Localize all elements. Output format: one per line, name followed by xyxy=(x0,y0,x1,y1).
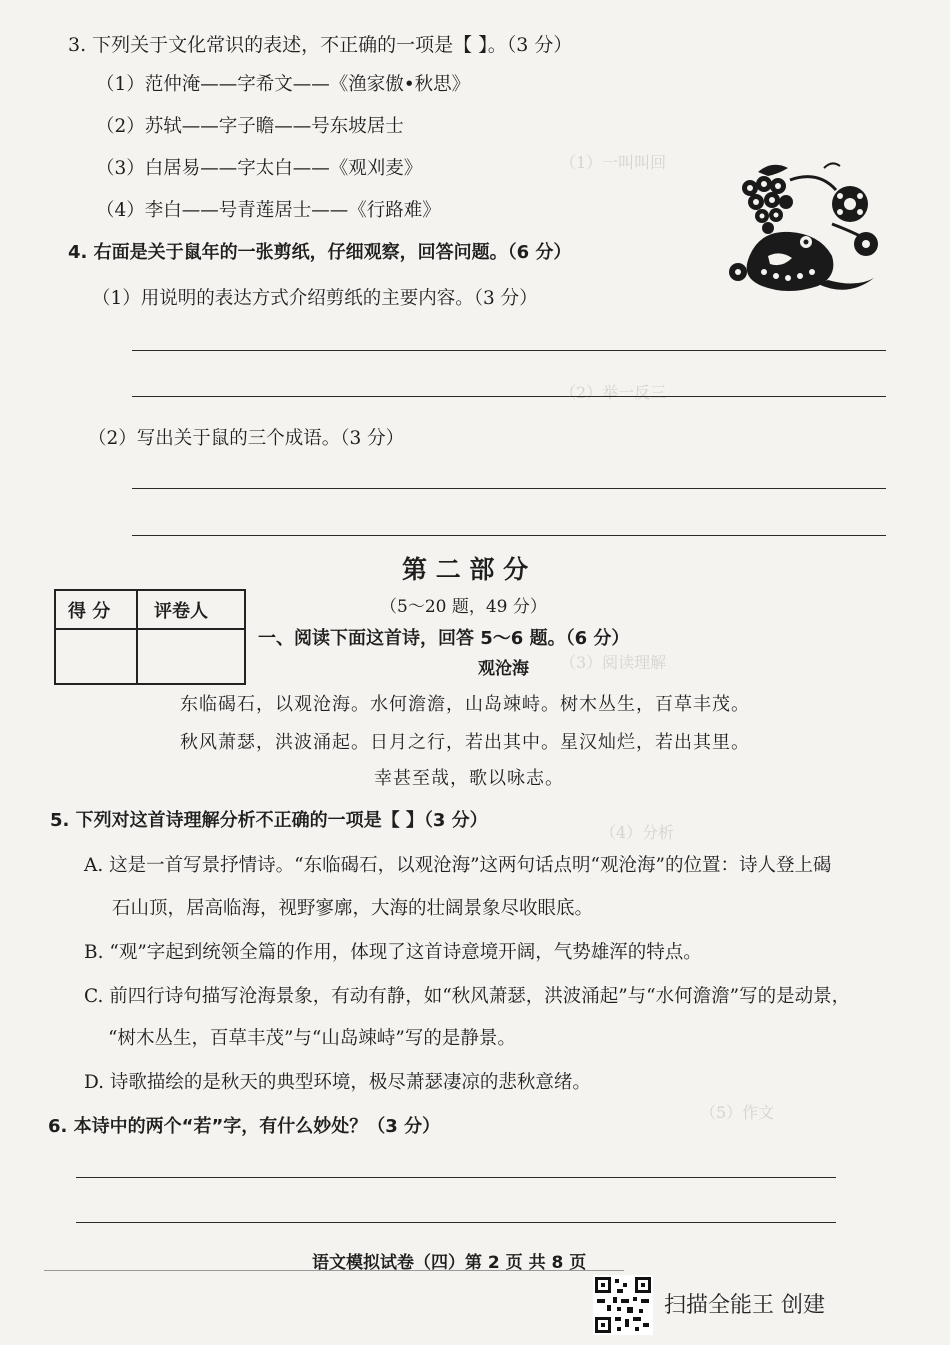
answer-line xyxy=(76,1177,836,1178)
part2-title: 第 二 部 分 xyxy=(402,555,529,584)
q5-option-a-line2: 石山顶，居高临海，视野寥廓，大海的壮阔景象尽收眼底。 xyxy=(112,898,594,919)
q4-sub1: （1）用说明的表达方式介绍剪纸的主要内容。（3 分） xyxy=(92,288,538,309)
answer-line xyxy=(132,535,886,536)
q5-option-b: B. “观”字起到统领全篇的作用，体现了这首诗意境开阔，气势雄浑的特点。 xyxy=(84,942,702,963)
answer-line xyxy=(132,396,886,397)
page-footer: 语文模拟试卷（四）第 2 页 共 8 页 xyxy=(312,1253,587,1273)
q4-stem: 4. 右面是关于鼠年的一张剪纸，仔细观察，回答问题。（6 分） xyxy=(68,242,572,263)
scanner-watermark: 扫描全能王 创建 xyxy=(664,1293,825,1318)
poem-line-2: 秋风萧瑟，洪波涌起。日月之行，若出其中。星汉灿烂，若出其里。 xyxy=(180,732,750,753)
q5-option-a-line1: A. 这是一首写景抒情诗。“东临碣石，以观沧海”这两句话点明“观沧海”的位置：诗人登上碣 xyxy=(84,855,832,876)
poem-line-3: 幸甚至哉，歌以咏志。 xyxy=(374,768,564,789)
q3-option-1: （1）范仲淹——字希文——《渔家傲•秋思》 xyxy=(96,74,471,95)
answer-line xyxy=(132,350,886,351)
q3-option-2: （2）苏轼——字子瞻——号东坡居士 xyxy=(96,116,404,137)
poem-line-1: 东临碣石，以观沧海。水何澹澹，山岛竦峙。树木丛生，百草丰茂。 xyxy=(180,694,750,715)
q5-option-c-line2: “树木丛生，百草丰茂”与“山岛竦峙”写的是静景。 xyxy=(108,1028,516,1049)
answer-line xyxy=(76,1222,836,1223)
q5-option-c-line1: C. 前四行诗句描写沧海景象，有动有静，如“秋风萧瑟，洪波涌起”与“水何澹澹”写的是动景， xyxy=(84,986,851,1007)
score-header: 得 分 xyxy=(68,601,111,622)
q4-sub2: （2）写出关于鼠的三个成语。（3 分） xyxy=(88,428,405,449)
q6-stem: 6. 本诗中的两个“若”字，有什么妙处？（3 分） xyxy=(48,1116,441,1137)
section1-heading: 一、阅读下面这首诗，回答 5～6 题。（6 分） xyxy=(258,628,630,649)
q3-stem: 3. 下列关于文化常识的表述，不正确的一项是【 】。（3 分） xyxy=(68,34,573,56)
q5-stem: 5. 下列对这首诗理解分析不正确的一项是【 】（3 分） xyxy=(50,810,488,831)
score-table xyxy=(54,589,246,685)
q3-option-3: （3）白居易——字太白——《观刈麦》 xyxy=(96,158,423,179)
answer-line xyxy=(132,488,886,489)
grader-header: 评卷人 xyxy=(154,601,208,622)
rat-papercut-image xyxy=(728,160,886,302)
poem-title: 观沧海 xyxy=(478,659,529,679)
part2-range: （5～20 题，49 分） xyxy=(380,597,547,617)
qr-code-icon xyxy=(593,1275,653,1335)
q5-option-d: D. 诗歌描绘的是秋天的典型环境，极尽萧瑟凄凉的悲秋意绪。 xyxy=(84,1072,591,1093)
q3-option-4: （4）李白——号青莲居士——《行路难》 xyxy=(96,200,441,221)
